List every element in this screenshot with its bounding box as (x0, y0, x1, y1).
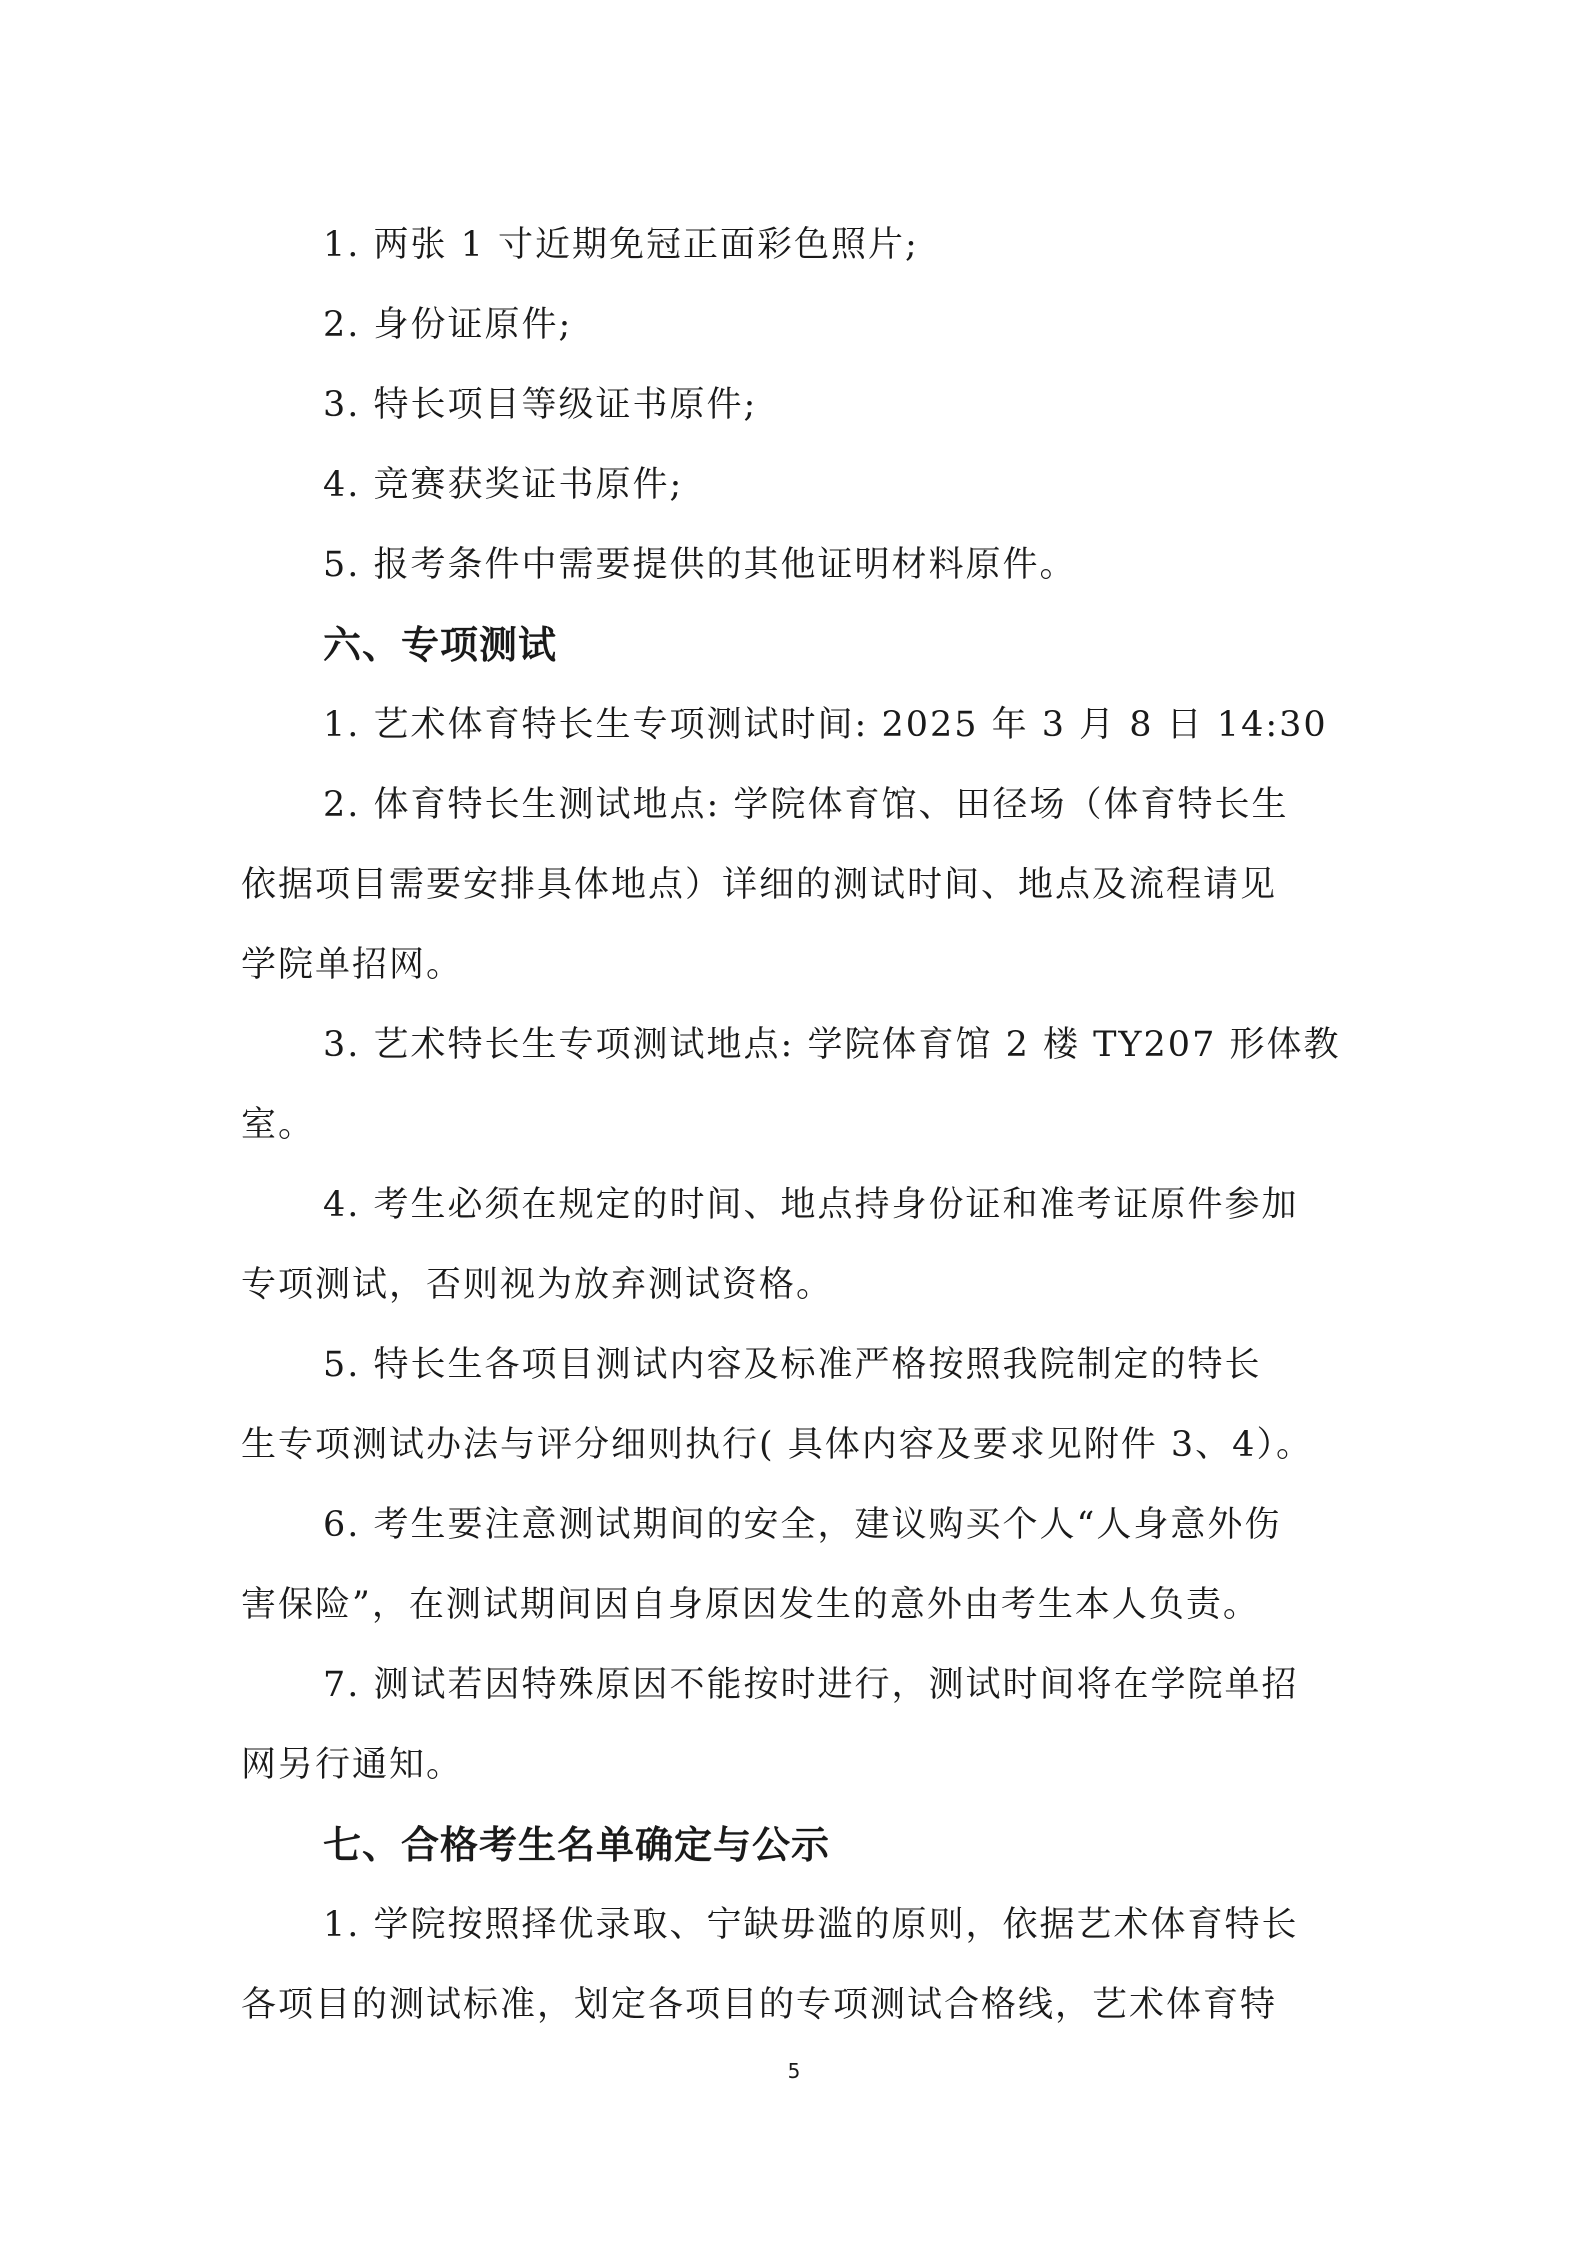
section-6-paragraph-6-line-1: 6. 考生要注意测试期间的安全，建议购买个人“人身意外伤 (323, 1505, 1282, 1545)
material-item-5: 5. 报考条件中需要提供的其他证明材料原件。 (323, 545, 1077, 585)
section-6-paragraph-2-line-3: 学院单招网。 (241, 945, 464, 985)
material-item-1: 1. 两张 1 寸近期免冠正面彩色照片; (323, 225, 919, 265)
section-6-paragraph-5-line-2: 生专项测试办法与评分细则执行( 具体内容及要求见附件 3、4）。 (241, 1425, 1313, 1465)
section-6-paragraph-7-line-2: 网另行通知。 (241, 1745, 464, 1785)
section-6-paragraph-2-line-1: 2. 体育特长生测试地点: 学院体育馆、田径场（体育特长生 (323, 785, 1289, 825)
section-6-paragraph-4-line-1: 4. 考生必须在规定的时间、地点持身份证和准考证原件参加 (323, 1185, 1299, 1225)
section-6-paragraph-6-line-2: 害保险”，在测试期间因自身原因发生的意外由考生本人负责。 (241, 1585, 1260, 1625)
section-6-paragraph-3-line-2: 室。 (241, 1105, 316, 1145)
section-6-heading: 六、专项测试 (323, 623, 558, 667)
section-6-paragraph-7-line-1: 7. 测试若因特殊原因不能按时进行，测试时间将在学院单招 (323, 1665, 1299, 1705)
section-7-paragraph-1-line-1: 1. 学院按照择优录取、宁缺毋滥的原则，依据艺术体育特长 (323, 1905, 1299, 1945)
page-number: 5 (787, 2059, 801, 2083)
section-6-paragraph-1: 1. 艺术体育特长生专项测试时间: 2025 年 3 月 8 日 14:30 (323, 705, 1328, 745)
section-6-paragraph-3-line-1: 3. 艺术特长生专项测试地点: 学院体育馆 2 楼 TY207 形体教 (323, 1025, 1341, 1065)
section-7-paragraph-1-line-2: 各项目的测试标准，划定各项目的专项测试合格线，艺术体育特 (241, 1985, 1278, 2025)
section-6-paragraph-4-line-2: 专项测试，否则视为放弃测试资格。 (241, 1265, 834, 1305)
section-7-heading: 七、合格考生名单确定与公示 (323, 1823, 831, 1867)
material-item-2: 2. 身份证原件; (323, 305, 573, 345)
section-6-paragraph-2-line-2: 依据项目需要安排具体地点）详细的测试时间、地点及流程请见 (241, 865, 1278, 905)
material-item-3: 3. 特长项目等级证书原件; (323, 385, 758, 425)
section-6-paragraph-5-line-1: 5. 特长生各项目测试内容及标准严格按照我院制定的特长 (323, 1345, 1262, 1385)
material-item-4: 4. 竞赛获奖证书原件; (323, 465, 684, 505)
